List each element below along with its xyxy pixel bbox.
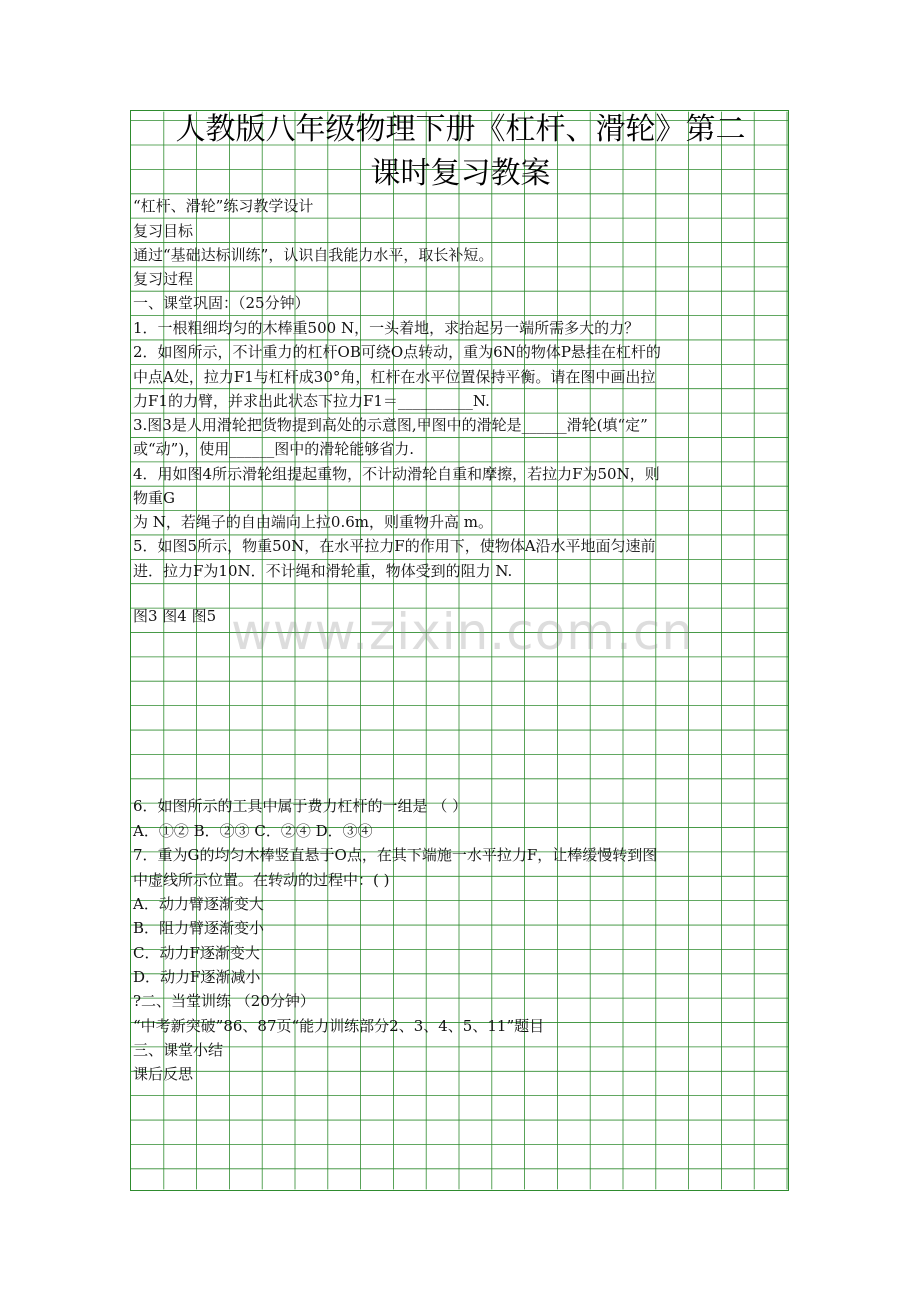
text-line-19: A．①② B．②③ C．②④ D．③④ <box>133 822 373 840</box>
text-line-4: 复习过程 <box>133 270 194 288</box>
text-line-29: 课后反思 <box>133 1065 194 1083</box>
title-line-2: 课时复习教案 <box>370 156 551 191</box>
text-line-20: 7．重为G的均匀木棒竖直悬于O点，在其下端施一水平拉力F，让棒缓慢转到图 <box>133 846 658 864</box>
text-line-6: 1．一根粗细均匀的木棒重500 N，一头着地，求抬起另一端所需多大的力？ <box>133 319 640 337</box>
text-line-14: 为 N，若绳子的自由端向上拉0.6m，则重物升高 m。 <box>133 513 493 531</box>
text-line-24: C．动力F逐渐变大 <box>133 944 260 962</box>
document-content <box>131 111 788 1190</box>
text-line-15: 5．如图5所示，物重50N，在水平拉力F的作用下，使物体A沿水平地面匀速前 <box>133 537 656 555</box>
text-line-23: B．阻力臂逐渐变小 <box>133 919 265 937</box>
text-line-27: “中考新突破”86、87页“能力训练部分2、3、4、5、11”题目 <box>133 1017 545 1035</box>
text-line-18: 6．如图所示的工具中属于费力杠杆的一组是 （ ） <box>133 797 468 815</box>
text-line-10: 3.图3是人用滑轮把货物提到高处的示意图,甲图中的滑轮是______滑轮(填“定” <box>133 416 648 434</box>
text-line-25: D．动力F逐渐减小 <box>133 968 261 986</box>
text-line-2: 复习目标 <box>133 222 194 240</box>
watermark: www.zixin.com.cn <box>231 603 695 661</box>
text-line-22: A．动力臂逐渐变大 <box>133 895 264 913</box>
text-line-28: 三、课堂小结 <box>133 1041 224 1059</box>
text-line-1: “杠杆、滑轮”练习教学设计 <box>133 197 314 215</box>
text-line-13: 物重G <box>133 489 175 507</box>
document-page <box>130 110 789 1191</box>
text-line-11: 或“动”)，使用______图中的滑轮能够省力. <box>133 440 414 458</box>
text-line-8: 中点A处，拉力F1与杠杆成30°角，杠杆在水平位置保持平衡。请在图中画出拉 <box>133 368 656 386</box>
text-line-26: ?二、当堂训练 （20分钟） <box>133 992 315 1010</box>
text-line-9: 力F1的力臂，并求出此状态下拉力F1＝__________N. <box>133 392 490 410</box>
text-line-5: 一、课堂巩固：（25分钟） <box>133 294 310 312</box>
text-line-16: 进．拉力F为10N．不计绳和滑轮重，物体受到的阻力 N. <box>133 562 513 580</box>
title-line-1: 人教版八年级物理下册《杠杆、滑轮》第二 <box>175 112 746 147</box>
text-line-21: 中虚线所示位置。在转动的过程中：( ) <box>133 871 390 889</box>
text-line-3: 通过“基础达标训练”，认识自我能力水平，取长补短。 <box>133 246 494 264</box>
text-line-12: 4．用如图4所示滑轮组提起重物，不计动滑轮自重和摩擦，若拉力F为50N，则 <box>133 465 660 483</box>
text-line-7: 2．如图所示，不计重力的杠杆OB可绕O点转动，重为6N的物体P悬挂在杠杆的 <box>133 343 661 361</box>
text-line-17: 图3 图4 图5 <box>133 607 217 625</box>
